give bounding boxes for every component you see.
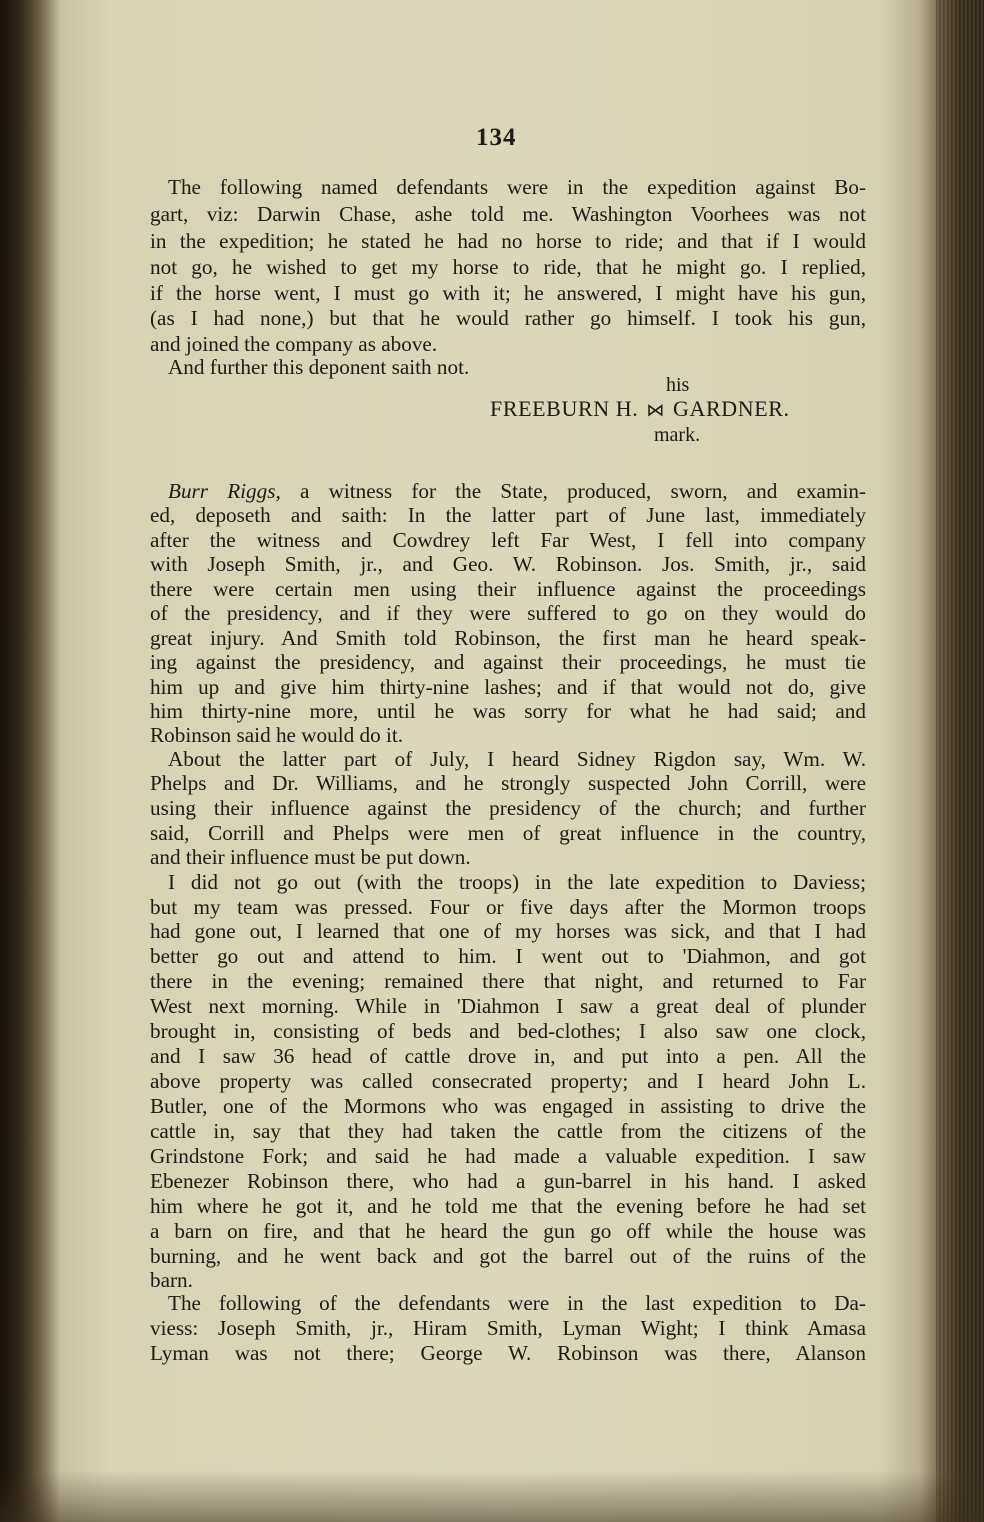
paragraph4-line: but my team was pressed. Four or five days after the Mormon troops (150, 895, 866, 919)
paragraph2-line: great injury. And Smith told Robinson, the first man he heard speak- (150, 626, 866, 650)
paragraph1-line: (as I had none,) but that he would rather go himself. I took his gun, (150, 306, 866, 330)
paragraph1-line: in the expedition; he stated he had no horse to ride; and that if I would (150, 229, 866, 253)
paragraph1-line: not go, he wished to get my horse to ride, that he might go. I replied, (150, 255, 866, 279)
paragraph4-line: burning, and he went back and got the barrel out of the ruins of the (150, 1244, 866, 1268)
page-number: 134 (476, 124, 517, 151)
paragraph1-line: The following named defendants were in the expedition against Bo- (168, 175, 866, 199)
paragraph4-line: above property was called consecrated property; and I heard John L. (150, 1069, 866, 1093)
signature-mark: mark. (654, 424, 701, 446)
paragraph4-line: Ebenezer Robinson there, who had a gun-barrel in his hand. I asked (150, 1169, 866, 1193)
paragraph3-line: Phelps and Dr. Williams, and he strongly suspected John Corrill, were (150, 771, 866, 795)
paragraph1-line: if the horse went, I must go with it; he answered, I might have his gun, (150, 281, 866, 305)
paragraph4-line: brought in, consisting of beds and bed-clothes; I also saw one clock, (150, 1019, 866, 1043)
paragraph4-line: had gone out, I learned that one of my horses was sick, and that I had (150, 919, 866, 943)
signature-mark-symbol: ⋈ (646, 400, 666, 420)
closing-line: And further this deponent saith not. (168, 355, 470, 379)
paragraph4-line: West next morning. While in 'Diahmon I saw a great deal of plunder (150, 994, 866, 1018)
paragraph4-line: him where he got it, and he told me that the evening before he had set (150, 1194, 866, 1218)
paragraph2-line (168, 478, 866, 504)
signature-his: his (666, 374, 690, 396)
paragraph4-line: Butler, one of the Mormons who was engaged in assisting to drive the (150, 1094, 866, 1118)
paragraph5-line: viess: Joseph Smith, jr., Hiram Smith, Lyman Wight; I think Amasa (150, 1316, 866, 1340)
paragraph2-line: ing against the presidency, and against their proceedings, he must tie (150, 650, 866, 674)
paragraph2-line: there were certain men using their influence against the proceedings (150, 577, 866, 601)
paragraph2-line: him up and give him thirty-nine lashes; and if that would not do, give (150, 675, 866, 699)
paragraph4-line: cattle in, say that they had taken the cattle from the citizens of the (150, 1119, 866, 1143)
paragraph3-line: About the latter part of July, I heard Sidney Rigdon say, Wm. W. (168, 747, 866, 771)
signature-last-name: GARDNER. (673, 396, 790, 421)
paragraph4-line: there in the evening; remained there that night, and returned to Far (150, 969, 866, 993)
paragraph2-line: after the witness and Cowdrey left Far West, I fell into company (150, 528, 866, 552)
paragraph2-line: with Joseph Smith, jr., and Geo. W. Robinson. Jos. Smith, jr., said (150, 552, 866, 576)
paragraph4-line: better go out and attend to him. I went out to 'Diahmon, and got (150, 944, 866, 968)
paragraph2-line: of the presidency, and if they were suffered to go on they would do (150, 601, 866, 625)
paragraph3-line: and their influence must be put down. (150, 845, 471, 869)
paragraph4-line: Grindstone Fork; and said he had made a valuable expedition. I saw (150, 1144, 866, 1168)
paragraph5-line: The following of the defendants were in the last expedition to Da- (168, 1291, 866, 1315)
paragraph2-line-text: a witness for the State, produced, sworn, and examin- (280, 479, 866, 503)
paragraph3-line: said, Corrill and Phelps were men of great influence in the country, (150, 821, 866, 845)
witness-name: Burr Riggs, (168, 479, 281, 503)
paragraph4-line: and I saw 36 head of cattle drove in, and put into a pen. All the (150, 1044, 866, 1068)
paragraph5-line: Lyman was not there; George W. Robinson was there, Alanson (150, 1341, 866, 1365)
paragraph2-line: him thirty-nine more, until he was sorry for what he had said; and (150, 699, 866, 723)
paragraph3-line: using their influence against the presidency of the church; and further (150, 796, 866, 820)
paragraph4-line: barn. (150, 1268, 193, 1292)
paragraph1-line: gart, viz: Darwin Chase, ashe told me. Washington Voorhees was not (150, 202, 866, 226)
paragraph1-line: and joined the company as above. (150, 332, 438, 356)
paragraph4-line: I did not go out (with the troops) in the late expedition to Daviess; (168, 870, 866, 894)
paragraph4-line: a barn on fire, and that he heard the gun go off while the house was (150, 1219, 866, 1243)
signature-first-name: FREEBURN H. (490, 396, 639, 421)
signature-name (490, 396, 790, 422)
paragraph2-line: ed, deposeth and saith: In the latter part of June last, immediately (150, 503, 866, 527)
paragraph2-line: Robinson said he would do it. (150, 723, 404, 747)
